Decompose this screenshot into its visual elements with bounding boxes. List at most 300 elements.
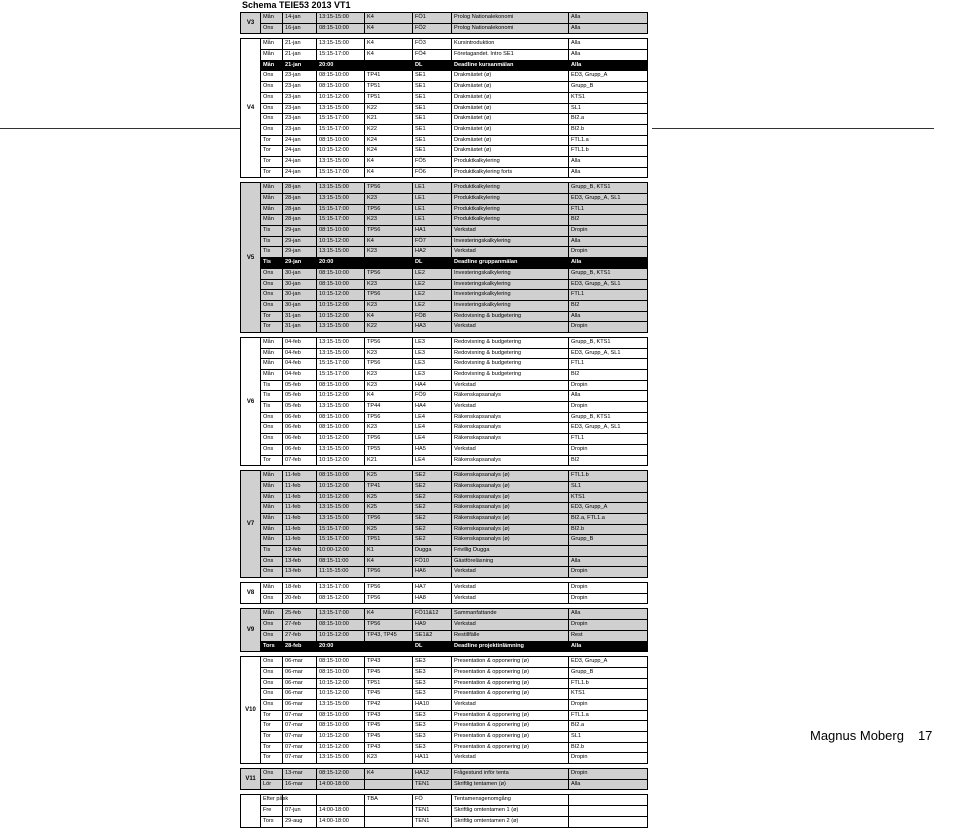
table-cell: Räkenskapsanalys (ø) xyxy=(452,514,569,524)
table-cell: 06-feb xyxy=(283,445,317,455)
table-cell: SE1 xyxy=(413,71,452,81)
table-row xyxy=(261,136,647,147)
table-cell: 23-jan xyxy=(283,114,317,124)
table-cell: 06-mar xyxy=(283,657,317,667)
table-cell: 11-feb xyxy=(283,503,317,513)
table-row xyxy=(261,13,647,24)
week-label: V5 xyxy=(241,183,261,332)
table-cell: 23-jan xyxy=(283,104,317,114)
table-cell xyxy=(365,61,413,71)
table-cell: FÖ11&12 xyxy=(413,609,452,619)
table-cell: 08:15-10:00 xyxy=(317,657,365,667)
table-cell: Investeringskalkylering xyxy=(452,237,569,247)
table-cell: Drakmästet (ø) xyxy=(452,82,569,92)
table-cell: Ons xyxy=(261,679,283,689)
table-cell: 07-feb xyxy=(283,456,317,466)
week-block xyxy=(240,38,648,178)
table-cell: Produktkalkylering xyxy=(452,183,569,193)
table-cell: SE2 xyxy=(413,493,452,503)
table-cell: HA8 xyxy=(413,594,452,604)
table-cell: Prolog Nationalekonomi xyxy=(452,13,569,23)
table-cell: Ons xyxy=(261,423,283,433)
table-cell: Alla xyxy=(571,392,581,399)
table-cell: Tor xyxy=(261,456,283,466)
table-cell: TP51 xyxy=(365,82,413,92)
table-row xyxy=(261,546,647,557)
table-cell: 23-jan xyxy=(283,82,317,92)
table-cell: 05-feb xyxy=(283,402,317,412)
table-cell: Verkstad xyxy=(452,445,569,455)
table-cell: 29-jan xyxy=(283,226,317,236)
table-row xyxy=(261,71,647,82)
table-cell: 07-mar xyxy=(283,711,317,721)
table-cell: 05-feb xyxy=(283,391,317,401)
table-cell: 13:15-15:00 xyxy=(317,503,365,513)
table-cell: K21 xyxy=(365,114,413,124)
table-cell: TP56 xyxy=(365,583,413,593)
table-cell: 07-jun xyxy=(283,806,317,816)
table-cell: K23 xyxy=(365,370,413,380)
table-cell: FÖ6 xyxy=(413,168,452,178)
table-cell: Dropin xyxy=(571,770,588,777)
table-cell: 20-feb xyxy=(283,594,317,604)
table-row xyxy=(261,359,647,370)
table-cell: K25 xyxy=(365,525,413,535)
table-cell: 08:15-10:00 xyxy=(317,668,365,678)
table-cell: DL xyxy=(413,642,452,652)
table-cell: Alla xyxy=(571,14,581,20)
table-cell: Produktkalkylering xyxy=(452,215,569,225)
table-cell: Investeringskalkylering xyxy=(452,280,569,290)
table-cell: 04-feb xyxy=(283,359,317,369)
table-row xyxy=(261,493,647,504)
table-cell: TP56 xyxy=(365,567,413,577)
author-name: Magnus Moberg xyxy=(810,728,904,743)
table-cell: Sammanfattande xyxy=(452,609,569,619)
table-cell: ED3, Grupp_A xyxy=(571,504,608,511)
table-cell: Lör xyxy=(261,780,283,790)
table-row xyxy=(261,370,647,381)
table-row xyxy=(261,631,647,642)
table-cell: BI2.b xyxy=(571,525,585,532)
table-cell: SE3 xyxy=(413,732,452,742)
table-cell: 21-jan xyxy=(283,50,317,60)
table-cell: Mån xyxy=(261,359,283,369)
table-cell: Tis xyxy=(261,402,283,412)
table-cell: Ons xyxy=(261,71,283,81)
table-cell: Ons xyxy=(261,434,283,444)
table-cell: 28-jan xyxy=(283,215,317,225)
table-cell: K23 xyxy=(365,301,413,311)
week-block xyxy=(240,337,648,466)
table-cell: SE1&2 xyxy=(413,631,452,641)
table-cell: TP56 xyxy=(365,413,413,423)
table-cell: Ons xyxy=(261,567,283,577)
table-cell: SE2 xyxy=(413,535,452,545)
table-cell: ED3, Grupp_A, SL1 xyxy=(571,280,621,287)
table-cell: FTL1.b xyxy=(571,472,589,479)
table-cell: Räkenskapsanalys (ø) xyxy=(452,482,569,492)
table-row xyxy=(261,391,647,402)
table-cell: Dropin xyxy=(571,584,588,591)
table-cell: Grupp_B, KTS1 xyxy=(571,184,611,191)
week-rows xyxy=(261,39,647,177)
table-cell: Mån xyxy=(261,471,283,481)
table-cell: 24-jan xyxy=(283,157,317,167)
table-cell: Investeringskalkylering xyxy=(452,269,569,279)
table-cell: Verkstad xyxy=(452,753,569,763)
table-cell xyxy=(365,258,413,268)
table-cell: 10:15-12:00 xyxy=(317,237,365,247)
table-cell: Ons xyxy=(261,689,283,699)
table-cell xyxy=(365,806,413,816)
week-label: V10 xyxy=(241,657,261,763)
table-cell: LE4 xyxy=(413,423,452,433)
table-cell: Grupp_B, KTS1 xyxy=(571,269,611,276)
table-row xyxy=(261,402,647,413)
table-cell: 13:15-15:00 xyxy=(317,247,365,257)
table-cell: SE2 xyxy=(413,514,452,524)
table-cell: Alla xyxy=(571,51,581,58)
table-cell: Tis xyxy=(261,391,283,401)
table-cell: TEN1 xyxy=(413,806,452,816)
table-cell: 13:15-15:00 xyxy=(317,322,365,332)
table-row xyxy=(261,349,647,360)
table-row xyxy=(261,168,647,178)
table-cell: Prolog Nationalekonomi xyxy=(452,24,569,34)
table-cell: FTL1 xyxy=(571,435,585,442)
table-cell: 10:15-12:00 xyxy=(317,631,365,641)
table-row xyxy=(261,93,647,104)
table-cell: Mån xyxy=(261,50,283,60)
table-cell: TP43 xyxy=(365,711,413,721)
table-cell: Tor xyxy=(261,721,283,731)
table-cell: 28-jan xyxy=(283,183,317,193)
week-block xyxy=(240,656,648,764)
table-cell: Ons xyxy=(261,413,283,423)
table-cell: Mån xyxy=(261,525,283,535)
table-row xyxy=(261,689,647,700)
table-cell: KTS1 xyxy=(571,493,585,500)
table-row xyxy=(261,381,647,392)
table-cell: SL1 xyxy=(571,104,581,111)
table-cell xyxy=(365,642,413,652)
table-row xyxy=(261,743,647,754)
table-cell: FÖ9 xyxy=(413,391,452,401)
table-row xyxy=(261,657,647,668)
table-cell: Ons xyxy=(261,290,283,300)
table-cell: K4 xyxy=(365,157,413,167)
table-cell: K24 xyxy=(365,136,413,146)
table-cell: Tis xyxy=(261,237,283,247)
table-cell: FTL1.b xyxy=(571,679,589,686)
week-rows xyxy=(261,13,647,33)
table-cell: K23 xyxy=(365,247,413,257)
table-cell: K4 xyxy=(365,237,413,247)
table-cell: HA3 xyxy=(413,322,452,332)
table-cell: Tor xyxy=(261,753,283,763)
table-cell: Tors xyxy=(261,642,283,652)
table-cell: Redovisning & budgetering xyxy=(452,359,569,369)
table-cell: 11-feb xyxy=(283,525,317,535)
table-cell: TP56 xyxy=(365,594,413,604)
table-cell: K24 xyxy=(365,146,413,156)
table-cell: Drakmästet (ø) xyxy=(452,146,569,156)
table-cell: Ons xyxy=(261,301,283,311)
table-cell: Drakmästet (ø) xyxy=(452,125,569,135)
table-cell: K4 xyxy=(365,769,413,779)
table-cell: Dropin xyxy=(571,621,588,628)
table-row xyxy=(261,301,647,312)
table-cell: Verkstad xyxy=(452,322,569,332)
table-cell: HA2 xyxy=(413,247,452,257)
table-row xyxy=(261,157,647,168)
table-cell: 04-feb xyxy=(283,349,317,359)
table-cell: 30-jan xyxy=(283,290,317,300)
table-cell: 08:15-10:00 xyxy=(317,136,365,146)
table-cell: 08:15-10:00 xyxy=(317,471,365,481)
table-cell: 13:15-15:00 xyxy=(317,445,365,455)
table-cell: 13:15-15:00 xyxy=(317,700,365,710)
table-cell: 13:15-15:00 xyxy=(317,349,365,359)
table-cell: K25 xyxy=(365,471,413,481)
table-row xyxy=(261,711,647,722)
table-cell: LE3 xyxy=(413,338,452,348)
table-cell: FÖ2 xyxy=(413,24,452,34)
table-row xyxy=(261,679,647,690)
deadline-row xyxy=(261,258,647,269)
table-cell: 13:15-15:00 xyxy=(317,338,365,348)
week-label: V8 xyxy=(241,583,261,603)
table-cell: 28-jan xyxy=(283,205,317,215)
table-cell: 08:15-10:00 xyxy=(317,721,365,731)
table-cell: Alla xyxy=(571,642,582,649)
table-cell: Dropin xyxy=(571,594,588,601)
table-cell: TP56 xyxy=(365,434,413,444)
table-cell: Tors xyxy=(261,817,283,827)
table-cell: Dropin xyxy=(571,568,588,575)
table-cell: Grupp_B, KTS1 xyxy=(571,413,611,420)
table-row xyxy=(261,24,647,34)
table-cell: 06-feb xyxy=(283,423,317,433)
table-cell: Verkstad xyxy=(452,226,569,236)
table-row xyxy=(261,620,647,631)
table-cell: K22 xyxy=(365,125,413,135)
table-cell: Mån xyxy=(261,493,283,503)
table-cell: Alla xyxy=(571,610,581,617)
table-cell: Gästföreläsning xyxy=(452,557,569,567)
table-cell: 12-feb xyxy=(283,546,317,556)
table-cell: K22 xyxy=(365,104,413,114)
week-block xyxy=(240,608,648,652)
table-cell: Drakmästet (ø) xyxy=(452,104,569,114)
table-cell: Räkenskapsanalys (ø) xyxy=(452,493,569,503)
table-cell: Mån xyxy=(261,194,283,204)
table-cell: 04-feb xyxy=(283,338,317,348)
table-cell: 10:15-12:00 xyxy=(317,301,365,311)
week-rows xyxy=(261,657,647,763)
table-cell: HA9 xyxy=(413,620,452,630)
table-cell: TP55 xyxy=(365,445,413,455)
table-row xyxy=(261,104,647,115)
table-cell: Alla xyxy=(571,780,581,787)
table-cell: 13-feb xyxy=(283,567,317,577)
table-cell: Räkenskapsanalys xyxy=(452,434,569,444)
table-cell: Dropin xyxy=(571,227,588,234)
table-cell: LE3 xyxy=(413,349,452,359)
table-cell: FTL1 xyxy=(571,205,585,212)
table-cell: Räkenskapsanalys xyxy=(452,423,569,433)
table-cell: 15:15-17:00 xyxy=(317,168,365,178)
table-cell: Mån xyxy=(261,370,283,380)
table-cell: SE1 xyxy=(413,136,452,146)
table-cell: LE4 xyxy=(413,456,452,466)
table-cell: 15:15-17:00 xyxy=(317,359,365,369)
table-cell: 13:15-15:00 xyxy=(317,39,365,49)
table-cell: Räkenskapsanalys xyxy=(452,456,569,466)
week-label: V11 xyxy=(241,769,261,789)
table-cell: Tor xyxy=(261,732,283,742)
table-cell: 10:15-12:00 xyxy=(317,391,365,401)
table-cell: Skriftlig tentamen (ø) xyxy=(452,780,569,790)
table-row xyxy=(261,50,647,61)
table-row xyxy=(261,482,647,493)
table-cell: TBA xyxy=(365,795,413,805)
table-cell: Investeringskalkylering xyxy=(452,290,569,300)
table-cell: Efter påsk xyxy=(261,795,283,805)
table-cell: Räkenskapsanalys (ø) xyxy=(452,535,569,545)
table-cell: TP45 xyxy=(365,689,413,699)
table-cell: Ons xyxy=(261,93,283,103)
table-cell: Mån xyxy=(261,609,283,619)
table-cell: 30-jan xyxy=(283,280,317,290)
table-cell: TP56 xyxy=(365,620,413,630)
table-cell: HA6 xyxy=(413,567,452,577)
table-cell: K23 xyxy=(365,753,413,763)
table-cell: K4 xyxy=(365,312,413,322)
table-cell: Tor xyxy=(261,322,283,332)
table-cell: Dropin xyxy=(571,700,588,707)
week-block xyxy=(240,182,648,333)
table-cell: TP45 xyxy=(365,732,413,742)
table-cell: Räkenskapsanalys (ø) xyxy=(452,503,569,513)
table-cell: BI2.b xyxy=(571,743,585,750)
table-cell: K1 xyxy=(365,546,413,556)
table-cell: 10:15-12:00 xyxy=(317,482,365,492)
table-cell: Redovisning & budgetering xyxy=(452,349,569,359)
table-cell: 15:15-17:00 xyxy=(317,535,365,545)
table-row xyxy=(261,471,647,482)
deadline-row xyxy=(261,642,647,652)
table-cell: Produktkalkylering xyxy=(452,194,569,204)
table-cell: TP41 xyxy=(365,482,413,492)
table-cell xyxy=(569,806,647,816)
table-cell: 10:15-12:00 xyxy=(317,743,365,753)
table-cell: BI2 xyxy=(571,301,580,308)
table-cell: Alla xyxy=(571,168,581,175)
week-label: V9 xyxy=(241,609,261,651)
table-cell: 18-feb xyxy=(283,583,317,593)
table-cell: SE3 xyxy=(413,679,452,689)
table-cell: HA1 xyxy=(413,226,452,236)
table-cell: Produktkalkylering forts xyxy=(452,168,569,178)
table-cell: SE1 xyxy=(413,104,452,114)
table-cell: Mån xyxy=(261,183,283,193)
table-cell: FTL1.a xyxy=(571,711,589,718)
table-cell: 15:15-17:00 xyxy=(317,114,365,124)
table-row xyxy=(261,312,647,323)
table-cell: ED3, Grupp_A, SL1 xyxy=(571,424,621,431)
table-cell: Ons xyxy=(261,557,283,567)
table-cell: Presentation & opponering (ø) xyxy=(452,711,569,721)
table-cell: Tis xyxy=(261,226,283,236)
table-cell: 11-feb xyxy=(283,482,317,492)
table-cell: K4 xyxy=(365,609,413,619)
table-cell: Mån xyxy=(261,349,283,359)
table-cell: Grupp_B xyxy=(571,83,594,90)
table-cell: Dropin xyxy=(571,445,588,452)
table-cell: Tor xyxy=(261,136,283,146)
table-cell xyxy=(569,817,647,827)
table-row xyxy=(261,114,647,125)
table-cell: FTL1.a xyxy=(571,136,589,143)
table-row xyxy=(261,514,647,525)
table-cell: Ons xyxy=(261,280,283,290)
table-cell: 14:00-18:00 xyxy=(317,780,365,790)
table-row xyxy=(261,594,647,604)
table-cell: 21-jan xyxy=(283,39,317,49)
slide-footer xyxy=(810,728,946,743)
table-cell: Alla xyxy=(571,259,582,266)
table-cell: Mån xyxy=(261,482,283,492)
table-cell: K22 xyxy=(365,322,413,332)
horizontal-rule-left xyxy=(0,128,240,129)
table-cell xyxy=(569,546,647,556)
table-cell: 24-jan xyxy=(283,168,317,178)
table-cell: Presentation & opponering (ø) xyxy=(452,679,569,689)
table-cell: TP41 xyxy=(365,71,413,81)
table-cell: K4 xyxy=(365,557,413,567)
table-cell: Presentation & opponering (ø) xyxy=(452,689,569,699)
table-cell: 07-mar xyxy=(283,753,317,763)
table-cell: Tentamensgenomgång xyxy=(452,795,569,805)
table-cell: K23 xyxy=(365,215,413,225)
table-cell: 13:15-17:00 xyxy=(317,609,365,619)
table-cell: Företagandet. Intro SE1 xyxy=(452,50,569,60)
table-cell: Ons xyxy=(261,445,283,455)
table-cell: Rest xyxy=(571,631,583,638)
table-cell: Mån xyxy=(261,39,283,49)
table-cell: LE2 xyxy=(413,290,452,300)
table-row xyxy=(261,806,647,817)
table-cell: Räkenskapsanalys xyxy=(452,413,569,423)
table-cell: 08:15-10:00 xyxy=(317,71,365,81)
table-cell: Mån xyxy=(261,514,283,524)
table-cell: FÖ10 xyxy=(413,557,452,567)
table-cell: 08:15-10:00 xyxy=(317,82,365,92)
document-title: Schema TEIE53 2013 VT1 xyxy=(242,0,351,10)
table-cell: LE4 xyxy=(413,434,452,444)
table-cell: Grupp_B, KTS1 xyxy=(571,338,611,345)
table-cell: Produktkalkylering xyxy=(452,205,569,215)
table-cell: Verkstad xyxy=(452,594,569,604)
table-cell: BI2.a xyxy=(571,115,585,122)
table-cell: Mån xyxy=(261,215,283,225)
table-cell: Restillfälle xyxy=(452,631,569,641)
table-cell: Mån xyxy=(261,13,283,23)
table-cell: FÖ1 xyxy=(413,13,452,23)
table-cell: Mån xyxy=(261,503,283,513)
